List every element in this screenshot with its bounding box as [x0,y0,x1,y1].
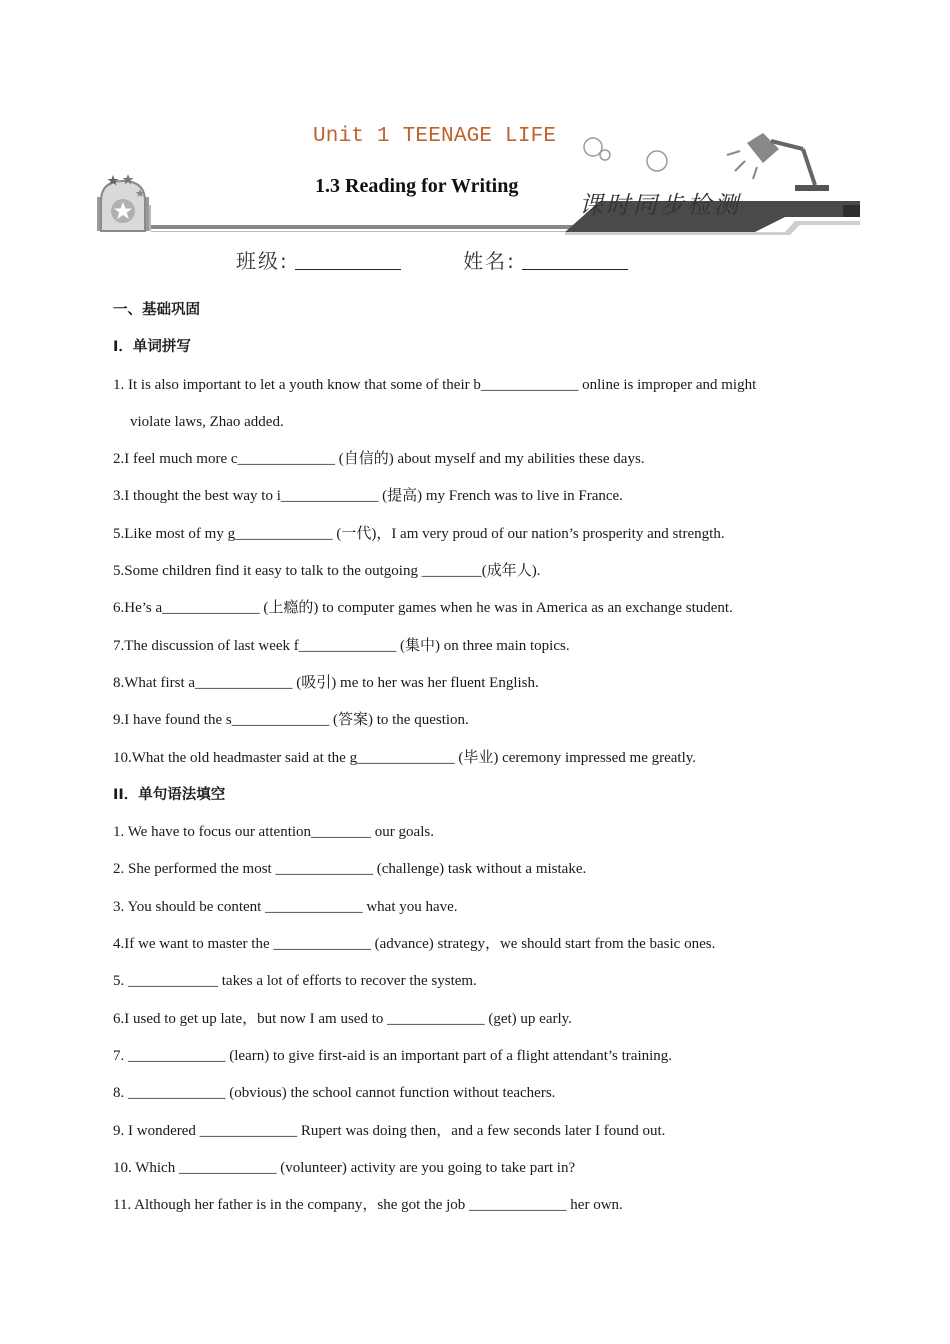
exercise-item: 8.What first a_____________ (吸引) me to her was her fluent English. [113,674,539,691]
desk-lamp-icon [727,133,829,191]
section-heading-spelling: I．单词拼写 [113,339,191,356]
exercise-item: 1. It is also important to let a youth know that some of their b_____________ online is improper and might [113,376,757,393]
exercise-item: 3.I thought the best way to i_____________ (提高) my French was to live in France. [113,488,623,505]
exercise-item: 9.I have found the s_____________ (答案) to the question. [113,712,469,729]
exercise-item: 8. _____________ (obvious) the school cannot function without teachers. [113,1085,556,1102]
name-label: 姓名: [463,249,516,273]
star-badge-icon [97,174,151,231]
class-blank[interactable] [295,251,401,270]
page-header [95,105,860,235]
student-info-row [236,245,628,274]
exercise-item: 5.Some children find it easy to talk to the outgoing ________(成年人). [113,563,541,580]
class-label: 班级: [236,249,289,273]
section-heading-grammar: II．单句语法填空 [113,786,226,803]
exercise-item: 6.I used to get up late，but now I am used to _____________ (get) up early. [113,1010,572,1027]
exercise-item: 4.If we want to master the _____________ (advance) strategy，we should start from the basic ones. [113,936,716,953]
section-heading-basics: 一、基础巩固 [113,302,200,318]
exercise-item: 10.What the old headmaster said at the g_____________ (毕业) ceremony impressed me greatly. [113,749,697,766]
exercise-item: 6.He’s a_____________ (上瘾的) to computer games when he was in America as an exchange student. [113,600,733,617]
exercise-item-continued: violate laws, Zhao added. [130,413,284,430]
exercise-item: 2.I feel much more c_____________ (自信的) about myself and my abilities these days. [113,451,645,468]
exercise-item: 5.Like most of my g_____________ (一代)，I am very proud of our nation’s prosperity and strength. [113,525,725,542]
exercise-item: 3. You should be content _____________ what you have. [113,898,458,915]
exercise-item: 9. I wondered _____________ Rupert was doing then，and a few seconds later I found out. [113,1122,666,1139]
exercise-item: 10. Which _____________ (volunteer) activity are you going to take part in? [113,1159,576,1176]
exercise-item: 1. We have to focus our attention________ our goals. [113,824,434,841]
worksheet-content [113,292,853,1224]
name-blank[interactable] [522,251,628,270]
exercise-item: 7.The discussion of last week f_____________ (集中) on three main topics. [113,637,570,654]
unit-title: Unit 1 TEENAGE LIFE [313,125,557,148]
banner-text: 课时同步检测 [579,191,741,219]
lesson-title: 1.3 Reading for Writing [315,175,519,197]
exercise-item: 5. ____________ takes a lot of efforts to recover the system. [113,973,477,990]
exercise-item: 7. _____________ (learn) to give first-aid is an important part of a flight attendant’s training. [113,1047,673,1064]
exercise-item: 2. She performed the most _____________ (challenge) task without a mistake. [113,861,587,878]
exercise-item: 11. Although her father is in the company，she got the job _____________ her own. [113,1197,623,1214]
